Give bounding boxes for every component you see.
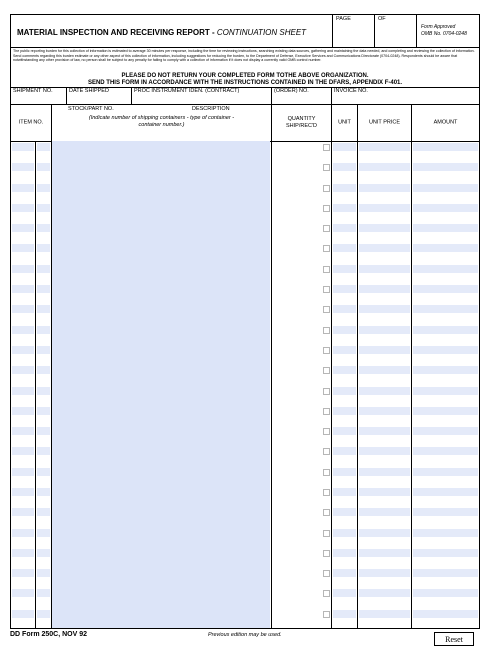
entry-field[interactable] <box>333 244 356 252</box>
entry-field[interactable] <box>333 407 356 415</box>
entry-field[interactable] <box>333 184 356 192</box>
row-checkbox[interactable] <box>323 570 330 577</box>
item-no-header <box>11 105 51 141</box>
description-entry-field[interactable] <box>52 141 270 628</box>
entry-field[interactable] <box>333 387 356 395</box>
entry-field[interactable] <box>359 589 410 597</box>
entry-field[interactable] <box>413 346 478 354</box>
entry-field[interactable] <box>37 610 50 618</box>
entry-field[interactable] <box>413 163 478 171</box>
divider-unit-price <box>411 141 412 628</box>
unit-header <box>331 105 357 141</box>
entry-field[interactable] <box>12 265 34 273</box>
entry-field[interactable] <box>359 244 410 252</box>
date-shipped-field[interactable] <box>66 88 131 104</box>
dd-form-250c <box>10 14 480 629</box>
row-checkbox[interactable] <box>323 428 330 435</box>
proc-instrument-label: PROC INSTRUMENT IDEN. (CONTRACT) <box>134 88 240 94</box>
entry-field[interactable] <box>37 224 50 232</box>
entry-field[interactable] <box>12 610 34 618</box>
entry-field[interactable] <box>413 549 478 557</box>
page-label: PAGE <box>336 16 351 22</box>
order-no-field[interactable] <box>271 88 331 104</box>
entry-field[interactable] <box>37 447 50 455</box>
entry-field[interactable] <box>413 529 478 537</box>
entry-field[interactable] <box>413 143 478 151</box>
entry-field[interactable] <box>12 285 34 293</box>
line-items-area <box>11 141 479 628</box>
entry-field[interactable] <box>12 143 34 151</box>
entry-field[interactable] <box>359 346 410 354</box>
page-field[interactable] <box>332 15 374 47</box>
row-checkbox[interactable] <box>323 286 330 293</box>
entry-field[interactable] <box>37 529 50 537</box>
item-no-header-text: ITEM NO. <box>18 119 44 126</box>
entry-field[interactable] <box>413 387 478 395</box>
entry-field[interactable] <box>12 589 34 597</box>
entry-field[interactable] <box>333 447 356 455</box>
entry-field[interactable] <box>333 427 356 435</box>
row-checkbox[interactable] <box>323 590 330 597</box>
entry-field[interactable] <box>413 224 478 232</box>
entry-field[interactable] <box>359 447 410 455</box>
column-header-row <box>11 105 479 142</box>
title-separator: - <box>209 28 217 37</box>
entry-field[interactable] <box>359 184 410 192</box>
divider-unit <box>357 141 358 628</box>
form-title <box>17 28 306 37</box>
unit-price-header-text: UNIT PRICE <box>368 119 401 126</box>
entry-field[interactable] <box>413 569 478 577</box>
entry-field[interactable] <box>12 184 34 192</box>
entry-field[interactable] <box>413 447 478 455</box>
entry-field[interactable] <box>37 265 50 273</box>
stock-part-header-text: STOCK/PART NO. <box>68 106 114 112</box>
entry-field[interactable] <box>37 163 50 171</box>
entry-field[interactable] <box>359 468 410 476</box>
row-checkbox[interactable] <box>323 164 330 171</box>
omb-number: OMB No. 0704-0248 <box>421 31 467 37</box>
entry-field[interactable] <box>359 366 410 374</box>
row-checkbox[interactable] <box>323 489 330 496</box>
description-header <box>51 105 271 141</box>
row-checkbox[interactable] <box>323 205 330 212</box>
row-checkbox[interactable] <box>323 347 330 354</box>
form-subtitle: CONTINUATION SHEET <box>216 28 307 37</box>
entry-field[interactable] <box>359 549 410 557</box>
entry-field[interactable] <box>413 244 478 252</box>
entry-field[interactable] <box>12 569 34 577</box>
entry-field[interactable] <box>413 427 478 435</box>
entry-field[interactable] <box>359 224 410 232</box>
row-checkbox[interactable] <box>323 306 330 313</box>
quantity-header <box>271 105 331 141</box>
entry-field[interactable] <box>333 285 356 293</box>
quantity-header-text: QUANTITY SHIP/REC'D <box>286 116 317 129</box>
entry-field[interactable] <box>12 427 34 435</box>
entry-field[interactable] <box>359 569 410 577</box>
entry-field[interactable] <box>37 427 50 435</box>
entry-field[interactable] <box>12 326 34 334</box>
entry-field[interactable] <box>37 184 50 192</box>
entry-field[interactable] <box>37 143 50 151</box>
item-subdivider <box>35 141 36 628</box>
entry-field[interactable] <box>37 244 50 252</box>
omb-approval <box>416 15 479 47</box>
date-shipped-label: DATE SHIPPED <box>69 88 109 94</box>
entry-field[interactable] <box>12 204 34 212</box>
entry-field[interactable] <box>37 285 50 293</box>
entry-field[interactable] <box>37 346 50 354</box>
proc-instrument-field[interactable] <box>131 88 271 104</box>
entry-field[interactable] <box>333 366 356 374</box>
entry-field[interactable] <box>12 346 34 354</box>
entry-field[interactable] <box>12 508 34 516</box>
entry-field[interactable] <box>359 326 410 334</box>
notice-line2: SEND THIS FORM IN ACCORDANCE WITH THE INSTRUCTIONS CONTAINED IN THE DFARS, APPENDIX F-401. <box>87 80 403 86</box>
entry-field[interactable] <box>37 549 50 557</box>
entry-field[interactable] <box>37 488 50 496</box>
row-checkbox[interactable] <box>323 448 330 455</box>
title-row <box>11 15 479 48</box>
entry-field[interactable] <box>413 204 478 212</box>
entry-field[interactable] <box>359 407 410 415</box>
entry-field[interactable] <box>359 265 410 273</box>
entry-field[interactable] <box>333 305 356 313</box>
entry-field[interactable] <box>413 326 478 334</box>
entry-field[interactable] <box>333 589 356 597</box>
entry-field[interactable] <box>12 447 34 455</box>
invoice-no-field[interactable] <box>331 88 479 104</box>
entry-field[interactable] <box>12 529 34 537</box>
entry-field[interactable] <box>333 569 356 577</box>
row-checkbox[interactable] <box>323 509 330 516</box>
reset-button[interactable]: Reset <box>434 632 474 646</box>
entry-field[interactable] <box>359 204 410 212</box>
order-no-label: (ORDER) NO. <box>274 88 309 94</box>
of-field[interactable] <box>374 15 416 47</box>
entry-field[interactable] <box>413 305 478 313</box>
shipment-row <box>11 87 479 105</box>
row-checkbox[interactable] <box>323 611 330 618</box>
entry-field[interactable] <box>12 305 34 313</box>
row-checkbox[interactable] <box>323 367 330 374</box>
entry-field[interactable] <box>37 366 50 374</box>
shipment-no-field[interactable] <box>11 88 66 104</box>
entry-field[interactable] <box>333 508 356 516</box>
entry-field[interactable] <box>37 305 50 313</box>
entry-field[interactable] <box>413 468 478 476</box>
entry-field[interactable] <box>413 589 478 597</box>
entry-field[interactable] <box>359 488 410 496</box>
description-note: (Indicate number of shipping containers - type of container - container number.) <box>88 115 235 128</box>
entry-field[interactable] <box>359 529 410 537</box>
entry-field[interactable] <box>12 387 34 395</box>
entry-field[interactable] <box>333 610 356 618</box>
entry-field[interactable] <box>37 589 50 597</box>
entry-field[interactable] <box>12 224 34 232</box>
entry-field[interactable] <box>413 508 478 516</box>
row-checkbox[interactable] <box>323 225 330 232</box>
entry-field[interactable] <box>359 305 410 313</box>
entry-field[interactable] <box>413 184 478 192</box>
entry-field[interactable] <box>333 143 356 151</box>
entry-field[interactable] <box>12 366 34 374</box>
row-checkbox[interactable] <box>323 530 330 537</box>
entry-field[interactable] <box>333 204 356 212</box>
row-checkbox[interactable] <box>323 469 330 476</box>
entry-field[interactable] <box>37 508 50 516</box>
entry-field[interactable] <box>359 163 410 171</box>
entry-field[interactable] <box>359 508 410 516</box>
invoice-no-label: INVOICE NO. <box>334 88 368 94</box>
entry-field[interactable] <box>12 468 34 476</box>
entry-field[interactable] <box>12 549 34 557</box>
entry-field[interactable] <box>413 610 478 618</box>
entry-field[interactable] <box>333 224 356 232</box>
entry-field[interactable] <box>413 285 478 293</box>
entry-field[interactable] <box>333 529 356 537</box>
approved-line1: Form Approved <box>421 24 456 30</box>
row-checkbox[interactable] <box>323 327 330 334</box>
description-header-text: DESCRIPTION <box>192 106 230 112</box>
entry-field[interactable] <box>359 285 410 293</box>
entry-field[interactable] <box>333 549 356 557</box>
form-identifier: DD Form 250C, NOV 92 <box>10 631 88 638</box>
entry-field[interactable] <box>359 387 410 395</box>
entry-field[interactable] <box>359 610 410 618</box>
burden-statement: The public reporting burden for this collection of information is estimated to average 30 minutes per response, including the time for reviewing instructions, searching existing data sources, gathering and maintaining the data needed, and completing and reviewing the collection of information. Send comments regarding this burden estimate or any other aspect of this collection of information, including suggestions for reducing the burden, to the Department of Defense, Executive Services and Communications Directorate (0704-0248). Respondents should be aware that notwithstanding any other provision of law, no person shall be subject to any penalty for failing to comply with a collection of information if it does not display a currently valid OMB control number. <box>13 49 475 63</box>
amount-header-text: AMOUNT <box>433 119 458 126</box>
entry-field[interactable] <box>37 204 50 212</box>
entry-field[interactable] <box>333 265 356 273</box>
divider-description <box>271 141 272 628</box>
divider-quantity <box>331 141 332 628</box>
entry-field[interactable] <box>359 143 410 151</box>
row-checkbox[interactable] <box>323 266 330 273</box>
row-checkbox[interactable] <box>323 388 330 395</box>
row-checkbox[interactable] <box>323 144 330 151</box>
shipment-no-label: SHIPMENT NO. <box>13 88 53 94</box>
form-title-main: MATERIAL INSPECTION AND RECEIVING REPORT <box>17 28 210 37</box>
entry-field[interactable] <box>12 244 34 252</box>
entry-field[interactable] <box>359 427 410 435</box>
entry-field[interactable] <box>37 468 50 476</box>
entry-field[interactable] <box>333 163 356 171</box>
entry-field[interactable] <box>413 407 478 415</box>
entry-field[interactable] <box>333 346 356 354</box>
row-checkbox[interactable] <box>323 245 330 252</box>
entry-field[interactable] <box>37 569 50 577</box>
edition-note: Previous edition may be used. <box>208 632 282 638</box>
entry-field[interactable] <box>413 366 478 374</box>
entry-field[interactable] <box>413 488 478 496</box>
entry-field[interactable] <box>12 407 34 415</box>
entry-field[interactable] <box>333 326 356 334</box>
amount-header <box>411 105 479 141</box>
row-checkbox[interactable] <box>323 185 330 192</box>
entry-field[interactable] <box>37 326 50 334</box>
entry-field[interactable] <box>12 488 34 496</box>
unit-header-text: UNIT <box>338 119 351 126</box>
row-checkbox[interactable] <box>323 408 330 415</box>
entry-field[interactable] <box>333 488 356 496</box>
entry-field[interactable] <box>37 387 50 395</box>
entry-field[interactable] <box>413 265 478 273</box>
row-checkbox[interactable] <box>323 550 330 557</box>
entry-field[interactable] <box>333 468 356 476</box>
divider-item <box>51 141 52 628</box>
entry-field[interactable] <box>37 407 50 415</box>
entry-field[interactable] <box>12 163 34 171</box>
notice-line1: PLEASE DO NOT RETURN YOUR COMPLETED FORM TOTHE ABOVE ORGANIZATION. <box>121 73 369 79</box>
of-label: OF <box>378 16 386 22</box>
unit-price-header <box>357 105 411 141</box>
